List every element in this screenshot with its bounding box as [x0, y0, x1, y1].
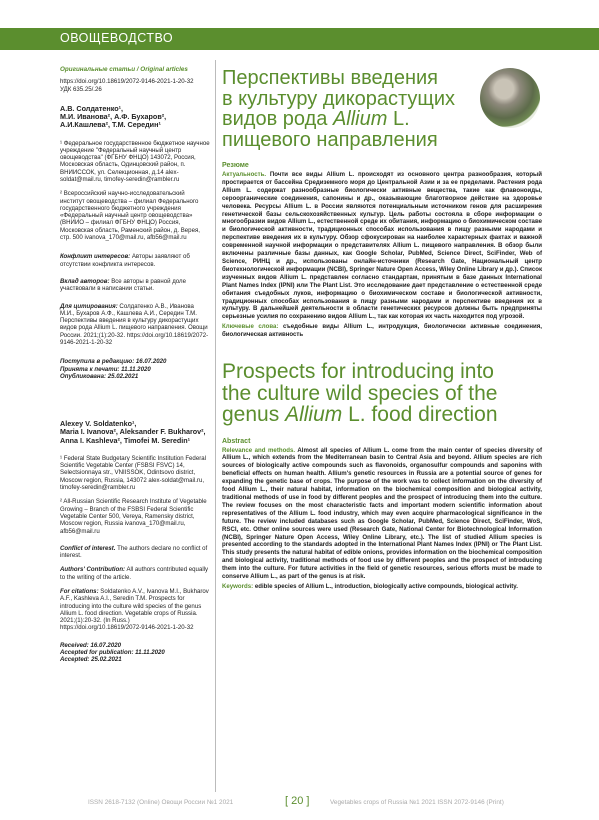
udk: УДК 635.25/.26: [60, 85, 102, 93]
footer-right: Vegetables crops of Russia №1 2021 ISSN 2072-9146 (Print): [330, 799, 504, 806]
dates-ru: Поступила в редакцию: 16.07.2020 Принята к печати: 11.11.2020 Опубликована: 25.02.2021: [60, 358, 167, 380]
conflict-en: Conflict of interest. The authors declare no conflict of interest.: [60, 544, 208, 560]
page-footer: [0, 796, 599, 810]
abstract-ru: Актуальность. Почти все виды Allium L. происходят из основного центра разнообразия, который простирается от бассейна Средиземного моря до Центральной Азии и за ее пределами. Растения рода Allium L. содержат разнообразные биологически активные вещества, такие как флавоноиды, сероорганические соединения, сапонины и др., оказывающие благотворное действие на здоровье человека. Ресурсы Allium L. в России являются потенциальным источником генов для расширения генетической базы сельскохозяйственных культур. Цель работы состояла в сборе информации о многообразии видов Allium L., естественной среде их обитания, информацию о биохимическом составе и биологической активности, традиционных способах использования в пищу разными народами и перспективе введения их в культуру. Обзор сфокусирован на наиболее характерных фактах и важной современной научной информации о представителях Allium L. пищевого направления. В обзор были включены различные базы данных, как Google Scholar, PubMed, Science Direct, SciFinder, Web of Science, РИНЦ и др., использованы онлайн-источники (Research Gate, Национальный центр биотехнологической информации (NCBI), Springer Nature Open Access, Wiley Online Library и др.). Список изученных видов Allium L. представлен согласно стандартам, принятым в базе данных International Plant Names Index (IPNI) или The Plant List. Это исследование дает представление о естественной среде обитания съедобных луков, информацию о биохимическом составе и биологической активности, традиционных способах использования в пищу разными народами и перспективе введения их в культуру. В дальнейшей деятельности в области генетических ресурсов должны быть предприняты серьезные усилия по сохранению видов Allium L., так как которая их часть находится под угрозой.: [222, 171, 542, 321]
contrib-en: Authors' Contribution: All authors contributed equally to the writing of the article.: [60, 566, 209, 581]
abstract-ru-heading: Резюме: [222, 162, 249, 169]
authors-en: Alexey V. Soldatenko¹, Maria I. Ivanova², Aleksander F. Bukharov², Anna I. Kashleva², Timofei M. Seredin¹: [60, 419, 206, 445]
contrib-ru: Вклад авторов: Все авторы в равной доле участвовали в написании статьи.: [60, 277, 187, 293]
abstract-en: Relevance and methods. Almost all species of Allium L. come from the main center of species diversity of Allium L., which extends from the Mediterranean basin to Central Asia and beyond. Allium species are rich sources of biologically active compounds such as flavonoids, organosulfur compounds and saponins with beneficial effects on human health. Allium's genetic resources in Russia are a potential source of genes for expanding the genetic base of crops. The purpose of the work was to collect information on the diversity of food Allium L., their natural habitat, information on the biochemical composition and biological activity, traditional methods of use in food by different peoples and the prospect of introducing them into the culture. The review focuses on the most characteristic facts and important modern scientific information about representatives of the Allium L. food industry, which may even acquire pharmacological significance in the future. The review included databases such as Google Scholar, PubMed, Science Direct, SciFinder, WoS, RSCI, etc. Other online sources were used (Research Gate, National Center for Biotechnological Information (NCBI), Springer Nature Open Access, Wiley Online Library, etc.). The list of studied Allium species is presented according to the standards adopted in the International Plant Names Index (IPNI) or The Plant List. This study presents the natural habitat of edible onions, provides information on the biochemical composition and biological activity, traditional methods of food use by different peoples and the prospect of introducing them into the culture. For future activities in the field of genetic resources, serious efforts must be made to conserve Allium L., as part of the genus is at risk.: [222, 446, 542, 581]
title-en: Prospects for introducing into the culture wild species of the genus Allium L. food direction: [222, 360, 498, 427]
affiliation-en-1: ¹ Federal State Budgetary Scientific Institution Federal Scientific Vegetable Center (FSBSI FSVC) 14, Selectsionnaya str., VNIISSOK, Odintsovo district, Moscow region, Russia, 143072 alex-soldat@mail.ru, timofey-seredin@rambler.ru: [60, 454, 206, 492]
citation-ru: Для цитирования: Солдатенко А.В., Иванова М.И., Бухаров А.Ф., Кашлева А.И., Середин Т.М. Перспективы введения в культуру дикорастущих видов рода Allium L. пищевого направления. Овощи России. 2021;(1):20-32. https://doi.org/10.18619/2072-9146-2021-1-20-32: [60, 302, 209, 347]
keywords-ru: Ключевые слова: съедобные виды Allium L., интродукция, биологически активные соединения, биологическая активность: [222, 323, 542, 339]
keywords-en: Keywords: edible species of Allium L., introduction, biologically active compounds, biological activity.: [222, 582, 518, 590]
right-column: [222, 60, 542, 591]
citation-en: For citations: Soldatenko A.V., Ivanova M.I., Bukharov A.F., Kashleva A.I., Seredin T.M. Prospects for introducing into the culture wild species of the genus Allium L. food direction. Vegetable crops of Russia. 2021;(1):20-32. (In Russ.) https://doi.org/10.18619/2072-9146-2021-1-20-32: [60, 587, 209, 632]
affiliation-ru-2: ² Всероссийский научно-исследовательский институт овощеводства – филиал Федерального государственного бюджетного учреждения «Федеральный научный центр овощеводства» (ВНИИО – филиал ФГБНУ ФНЦО) Россия, Московская область, Раменский район, д. Верея, стр. 500 ivanova_170@mail.ru, afb56@mail.ru: [60, 190, 200, 242]
left-column: [60, 66, 210, 664]
conflict-ru: Конфликт интересов: Авторы заявляют об отсутствии конфликта интересов.: [60, 253, 190, 268]
affiliation-en-2: ² All-Russian Scientific Research Institute of Vegetable Growing – Branch of the FSBSI Federal Scientific Vegetable Center 500, Vereya, Ramensky district, Moscow region, Russia ivanova_170@mail.ru, afb56@mail.ru: [60, 498, 207, 535]
title-ru: Перспективы введения в культуру дикорастущих видов рода Allium L. пищевого направления: [222, 67, 456, 151]
doi-link[interactable]: https://doi.org/10.18619/2072-9146-2021-1-20-32: [60, 78, 194, 86]
article-type: Оригинальные статьи / Original articles: [60, 66, 188, 73]
column-divider: [215, 60, 216, 792]
page-number: [ 20 ]: [285, 795, 310, 807]
section-title: ОВОЩЕВОДСТВО: [60, 31, 174, 45]
dates-en: Received: 16.07.2020 Accepted for publication: 11.11.2020 Accepted: 25.02.2021: [60, 641, 165, 664]
abstract-en-heading: Abstract: [222, 437, 251, 445]
authors-ru: А.В. Солдатенко¹, М.И. Иванова², А.Ф. Бухаров², А.И.Кашлева², Т.М. Середин¹: [60, 103, 167, 130]
affiliation-ru-1: ¹ Федеральное государственное бюджетное научное учреждение "Федеральный научный центр овощеводства" (ФГБНУ ФНЦО) 143072, Россия, Московская область, Одинцовский район, п. ВНИИССОК, ул. Селекционная, д.14 alex-soldat@mail.ru, timofey-seredin@rambler.ru: [60, 139, 210, 183]
section-header-bar: [0, 28, 599, 50]
footer-left: ISSN 2618-7132 (Online) Овощи России №1 2021: [88, 799, 234, 806]
